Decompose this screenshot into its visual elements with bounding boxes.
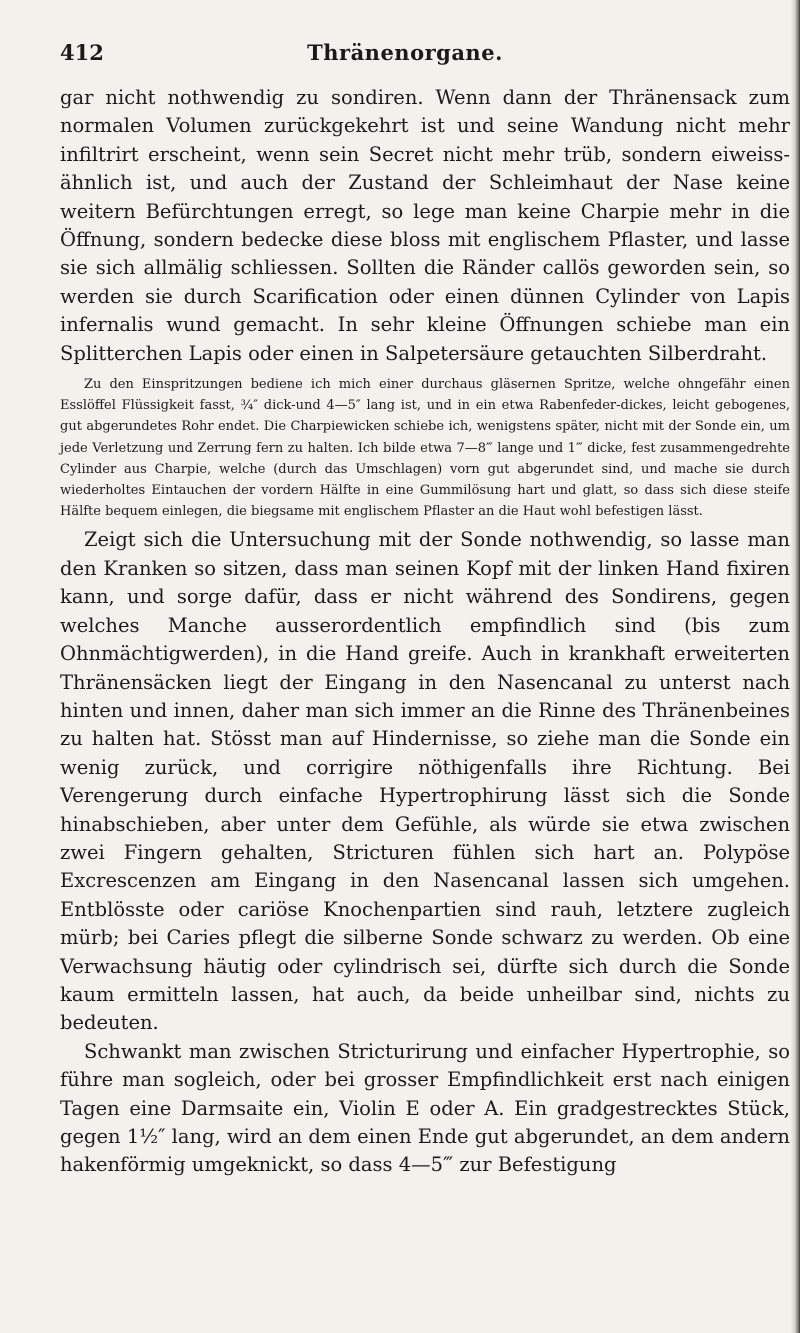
paragraph-probe-examination: Zeigt sich die Untersuchung mit der Sonde nothwendig, so lasse man den Kranken so sitzen, dass man seinen Kopf mit der linken Hand fixiren kann, und sorge dafür, dass er nicht während des Sondirens, gegen welches Manche ausserordentlich empfindlich sind (bis zum Ohnmächtigwerden), in die Hand greife. Auch in krankhaft erweiterten Thränensäcken liegt der Eingang in den Nasencanal zu unterst nach hinten und innen, daher man sich immer an die Rinne des Thränenbeines zu halten hat. Stösst man auf Hindernisse, so ziehe man die Sonde ein wenig zurück, und corrigire nöthigenfalls ihre Richtung. Bei Verengerung durch einfache Hypertrophirung lässt sich die Sonde hinabschieben, aber unter dem Gefühle, als würde sie etwa zwischen zwei Fingern gehalten, Stricturen fühlen sich hart an. Polypöse Excrescenzen am Eingang in den Nasencanal lassen sich umgehen. Entblösste oder cariöse Knochenpartien sind rauh, letztere zugleich mürb; bei Caries pflegt die silberne Sonde schwarz zu werden. Ob eine Verwachsung häutig oder cylindrisch sei, dürfte sich durch die Sonde kaum ermitteln lassen, hat auch, da beide unheilbar sind, nichts zu bedeuten. xyxy=(60,528,790,1035)
page-number: 412 xyxy=(60,40,104,65)
page-header xyxy=(60,40,750,74)
page-edge-shadow xyxy=(791,0,800,1333)
paragraph-catgut: Schwankt man zwischen Stricturirung und einfacher Hypertrophie, so führe man sogleich, oder bei grosser Empfindlichkeit erst nach einigen Tagen eine Darmsaite ein, Violin E oder A. Ein gradgestrecktes Stück, gegen 1½″ lang, wird an dem einen Ende gut abgerundet, an dem andern hakenförmig umgeknickt, so dass 4—5‴ zur Befestigung xyxy=(60,1039,790,1177)
paragraph-injection-notes: Zu den Einspritzungen bediene ich mich einer durchaus gläsernen Spritze, welche ohngefähr einen Esslöffel Flüssigkeit fasst, ¾″ dick-und 4—5″ lang ist, und in ein etwa Rabenfeder-dickes, leicht gebogenes, gut abgerundetes Rohr endet. Die Charpiewicken schiebe ich, wenigstens später, nicht mit der Sonde ein, um jede Verletzung und Zerrung fern zu halten. Ich bilde etwa 7—8‴ lange und 1‴ dicke, fest zusammengedrehte Cylinder aus Charpie, welche (durch das Umschlagen) vorn gut abgerundet sind, und mache sie durch wiederholtes Eintauchen der vordern Hälfte in eine Gummilösung hart und glatt, so dass sich diese steife Hälfte bequem einlegen, die biegsame mit englischem Pflaster an die Haut wohl befestigen lässt. xyxy=(60,377,790,520)
body-text xyxy=(60,84,790,1180)
running-title: Thränenorgane. xyxy=(307,40,503,65)
paragraph-closing-fistula: gar nicht nothwendig zu sondiren. Wenn dann der Thränensack zum normalen Volumen zurückgekehrt ist und seine Wandung nicht mehr infiltrirt erscheint, wenn sein Secret nicht mehr trüb, sondern eiweiss-ähnlich ist, und auch der Zustand der Schleimhaut der Nase keine weitern Befürchtungen erregt, so lege man keine Charpie mehr in die Öffnung, sondern bedecke diese bloss mit englischem Pflaster, und lasse sie sich allmälig schliessen. Sollten die Ränder callös geworden sein, so werden sie durch Scarification oder einen dünnen Cylinder von Lapis infernalis wund gemacht. In sehr kleine Öffnungen schiebe man ein Splitterchen Lapis oder einen in Salpetersäure getauchten Silberdraht. xyxy=(60,86,790,365)
